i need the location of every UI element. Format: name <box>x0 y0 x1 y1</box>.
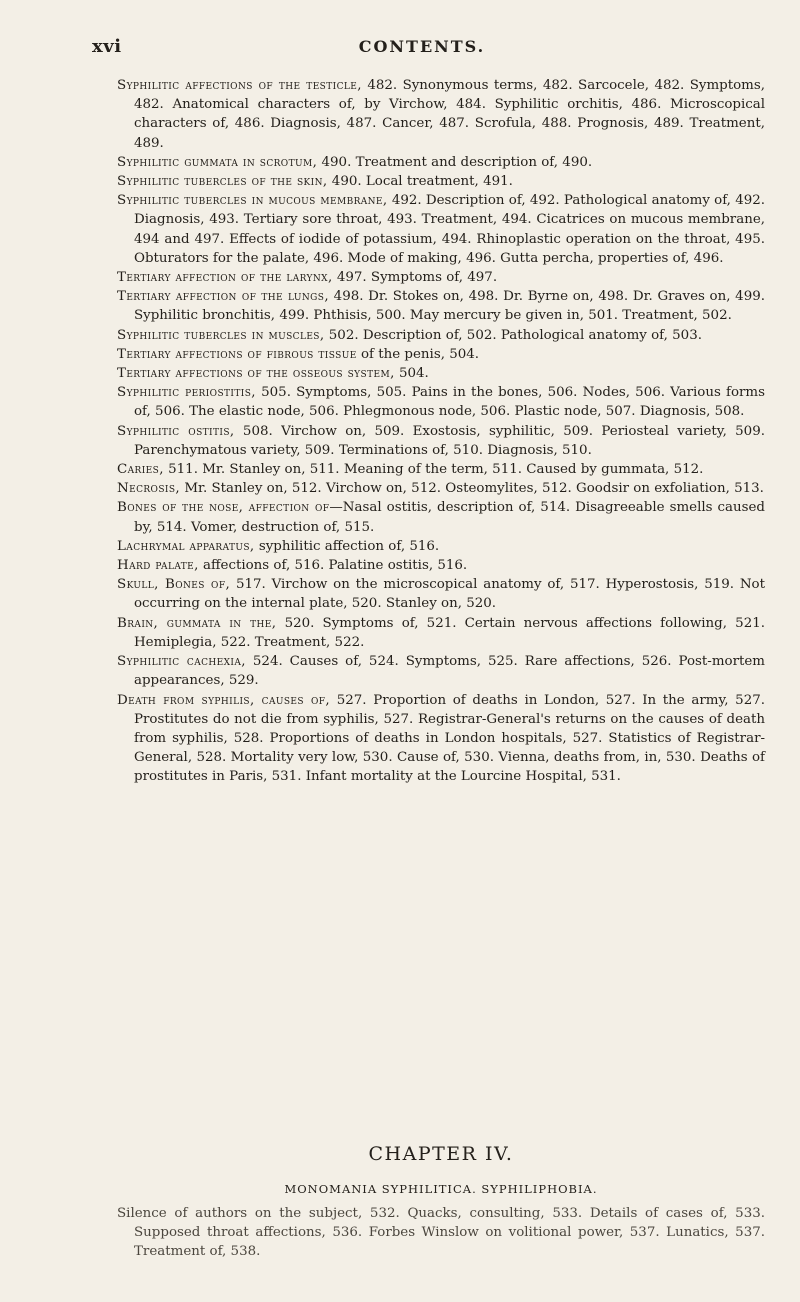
entry-heading: Tertiary affection of the larynx, <box>117 270 333 286</box>
contents-entry <box>117 364 765 383</box>
entry-heading: Syphilitic tubercles of the skin, <box>117 174 328 190</box>
entry-text: Mr. Stanley on, 512. Virchow on, 512. Osteomylites, 512. Goodsir on exfoliation, 513. <box>180 481 764 497</box>
contents-entry <box>117 153 765 172</box>
entry-heading: Skull, Bones of, <box>117 577 231 593</box>
entry-text: 490. Treatment and description of, 490. <box>317 154 593 170</box>
entry-text: 492. Description of, 492. Pathological anatomy of, 492. Diagnosis, 493. Tertiary sore throat, 493. Treatment, 494. Cicatrices on mucous membrane, 494 and 497. Effects of iodide of potassium, 494. Rhinoplastic operation on the throat, 495. Obturators for the palate, 496. Mode of making, 496. Gutta percha, properties of, 496. <box>134 193 766 266</box>
entry-text: 504. <box>394 366 429 382</box>
running-title: CONTENTS. <box>358 37 486 56</box>
entry-heading: Tertiary affections of fibrous tissue <box>117 346 357 362</box>
contents-entry <box>117 268 765 287</box>
contents-entry <box>117 575 765 613</box>
entry-text: 502. Description of, 502. Pathological anatomy of, 503. <box>324 327 702 343</box>
contents-entry <box>117 556 765 575</box>
entry-text: of the penis, 504. <box>356 346 480 362</box>
contents-entry <box>117 691 765 787</box>
entry-text: 482. Synonymous terms, 482. Sarcocele, 482. Symptoms, 482. Anatomical characters of, by Virchow, 484. Syphilitic orchitis, 486. Microscopical characters of, 486. Diagnosis, 487. Cancer, 487. Scrofula, 488. Prognosis, 489. Treatment, 489. <box>134 78 765 151</box>
entry-text: 524. Causes of, 524. Symptoms, 525. Rare affections, 526. Post-mortem appearances, 529. <box>134 654 765 689</box>
entry-heading: Caries, <box>117 462 164 478</box>
entry-heading: Tertiary affection of the lungs, <box>117 289 329 305</box>
contents-entry <box>117 326 765 345</box>
entry-text: 498. Dr. Stokes on, 498. Dr. Byrne on, 498. Dr. Graves on, 499. Syphilitic bronchitis, 499. Phthisis, 500. May mercury be given in, 501. Treatment, 502. <box>134 289 765 324</box>
contents-entry <box>117 345 765 364</box>
entry-text: 490. Local treatment, 491. <box>327 174 513 190</box>
entry-text: 497. Symptoms of, 497. <box>332 270 498 286</box>
contents-entry <box>117 1204 765 1262</box>
entry-heading: Syphilitic cachexia, <box>117 654 246 670</box>
contents-entry <box>117 479 765 498</box>
contents-entry <box>117 383 765 421</box>
entry-heading: Tertiary affections of the osseous system, <box>117 366 395 382</box>
contents-entry <box>117 76 765 153</box>
entry-heading: Lachrymal apparatus, <box>117 538 255 554</box>
page-number: xvi <box>92 36 122 57</box>
entry-heading: Syphilitic ostitis, <box>117 423 235 439</box>
entry-text: 517. Virchow on the microscopical anatomy of, 517. Hyperostosis, 519. Not occurring on the internal plate, 520. Stanley on, 520. <box>134 577 765 612</box>
contents-entry <box>117 537 765 556</box>
entry-heading: Syphilitic tubercles in muscles, <box>117 327 325 343</box>
contents-entry <box>117 460 765 479</box>
entry-heading: Syphilitic periostitis, <box>117 385 256 401</box>
contents-entry <box>117 172 765 191</box>
entry-heading: Death from syphilis, causes of, <box>117 692 331 708</box>
entry-text: affections of, 516. Palatine ostitis, 516. <box>198 558 468 574</box>
entry-text: 511. Mr. Stanley on, 511. Meaning of the term, 511. Caused by gummata, 512. <box>163 462 704 478</box>
entry-heading: Syphilitic affections of the testicle, <box>117 78 362 93</box>
entry-text: —Nasal ostitis, description of, 514. Disagreeable smells caused by, 514. Vomer, destruction of, 515. <box>134 500 765 535</box>
entry-text: 505. Symptoms, 505. Pains in the bones, 506. Nodes, 506. Various forms of, 506. The elastic node, 506. Phlegmonous node, 506. Plastic node, 507. Diagnosis, 508. <box>134 385 765 420</box>
contents-entry <box>117 191 765 268</box>
entry-heading: Brain, gummata in the, <box>117 615 277 631</box>
entry-heading: Syphilitic gummata in scrotum, <box>117 154 318 170</box>
contents-entries <box>117 76 765 787</box>
entry-text: Silence of authors on the subject, 532. Quacks, consulting, 533. Details of cases of, 533. Supposed throat affections, 536. Forbes Winslow on volitional power, 537. Lunatics, 537. Treatment of, 538. <box>117 1206 765 1260</box>
chapter-heading: CHAPTER IV. <box>368 1143 514 1165</box>
entry-heading: Hard palate, <box>117 558 199 574</box>
entry-text: syphilitic affection of, 516. <box>254 538 440 554</box>
entry-text: 508. Virchow on, 509. Exostosis, syphilitic, 509. Periosteal variety, 509. Parenchymatous variety, 509. Terminations of, 510. Diagnosis, 510. <box>134 423 765 458</box>
entry-heading: Necrosis, <box>117 481 181 497</box>
running-head <box>92 36 752 60</box>
entry-text: 520. Symptoms of, 521. Certain nervous affections following, 521. Hemiplegia, 522. Treatment, 522. <box>134 615 765 650</box>
chapter-subtitle: MONOMANIA SYPHILITICA. SYPHILIPHOBIA. <box>284 1182 598 1196</box>
entry-text: 527. Proportion of deaths in London, 527. In the army, 527. Prostitutes do not die from syphilis, 527. Registrar-General's returns on the causes of death from syphilis, 528. Proportions of deaths in London hospitals, 527. Statistics of Registrar-General, 528. Mortality very low, 530. Cause of, 530. Vienna, deaths from, in, 530. Deaths of prostitutes in Paris, 531. Infant mortality at the Lourcine Hospital, 531. <box>134 692 765 785</box>
contents-entry <box>117 652 765 690</box>
entry-heading: Bones of the nose, affection of <box>117 500 330 516</box>
chapter-entries <box>117 1204 765 1262</box>
contents-entry <box>117 498 765 536</box>
contents-entry <box>117 614 765 652</box>
contents-entry <box>117 422 765 460</box>
contents-entry <box>117 287 765 325</box>
entry-heading: Syphilitic tubercles in mucous membrane, <box>117 193 388 209</box>
